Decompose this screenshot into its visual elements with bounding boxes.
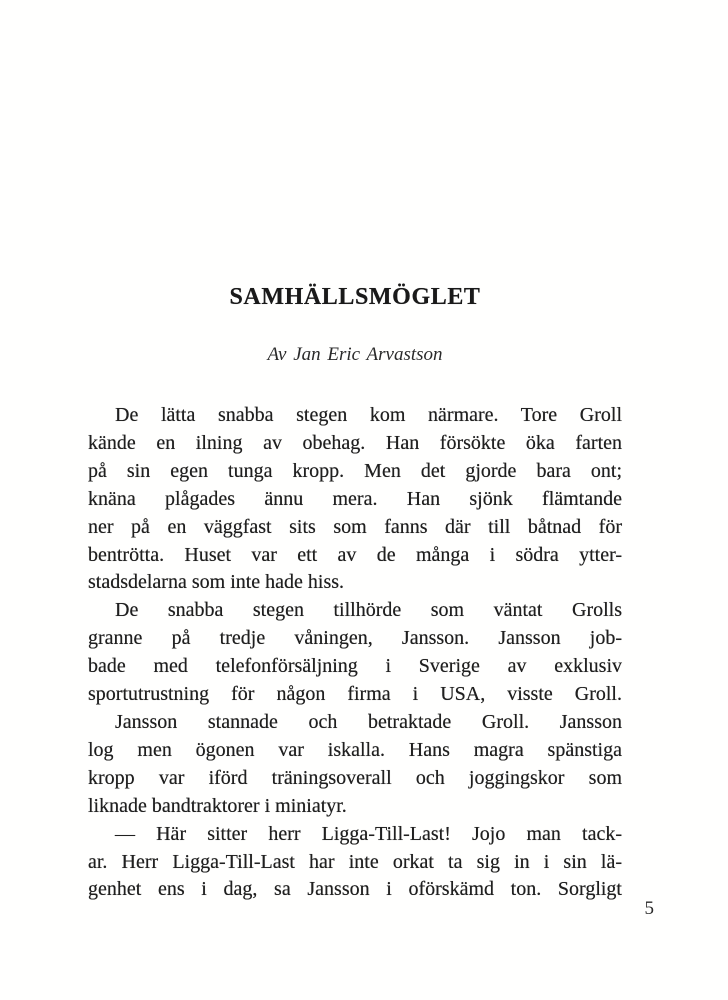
text-line: liknade bandtraktorer i miniatyr. xyxy=(88,794,347,817)
text-line: ar. Herr Ligga-Till-Last har inte orkat ta sig in i sin lä- xyxy=(88,850,622,873)
text-line: bade med telefonförsäljning i Sverige av exklusiv xyxy=(88,655,622,678)
text-line: kropp var iförd träningsoverall och joggingskor som xyxy=(88,766,622,789)
author-byline: Av Jan Eric Arvastson xyxy=(267,344,443,365)
paragraph xyxy=(88,597,622,709)
text-line: log men ögonen var iskalla. Hans magra spänstiga xyxy=(88,738,622,761)
paragraph xyxy=(88,402,622,597)
text-line: Jansson stannade och betraktade Groll. Jansson xyxy=(115,710,622,733)
text-line: granne på tredje våningen, Jansson. Jansson job- xyxy=(88,627,622,650)
text-line: genhet ens i dag, sa Jansson i oförskämd ton. Sorgligt xyxy=(88,878,622,901)
text-line: sportutrustning för någon firma i USA, visste Groll. xyxy=(88,683,622,706)
paragraph xyxy=(88,709,622,821)
paragraph xyxy=(88,821,622,905)
text-line: De lätta snabba stegen kom närmare. Tore Groll xyxy=(115,404,622,426)
text-line: — Här sitter herr Ligga-Till-Last! Jojo man tack- xyxy=(115,822,622,845)
text-line: De snabba stegen tillhörde som väntat Grolls xyxy=(115,599,622,622)
story-title: SAMHÄLLSMÖGLET xyxy=(229,284,481,310)
text-line: stadsdelarna som inte hade hiss. xyxy=(88,571,345,594)
text-line: knäna plågades ännu mera. Han sjönk flämtande xyxy=(88,487,622,510)
text-line: på sin egen tunga kropp. Men det gjorde bara ont; xyxy=(88,459,622,482)
text-line: bentrötta. Huset var ett av de många i södra ytter- xyxy=(88,543,622,566)
text-line: kände en ilning av obehag. Han försökte öka farten xyxy=(88,431,622,454)
body-text xyxy=(88,402,622,904)
text-line: ner på en väggfast sits som fanns där till båtnad för xyxy=(88,515,622,538)
page-number: 5 xyxy=(644,898,654,919)
